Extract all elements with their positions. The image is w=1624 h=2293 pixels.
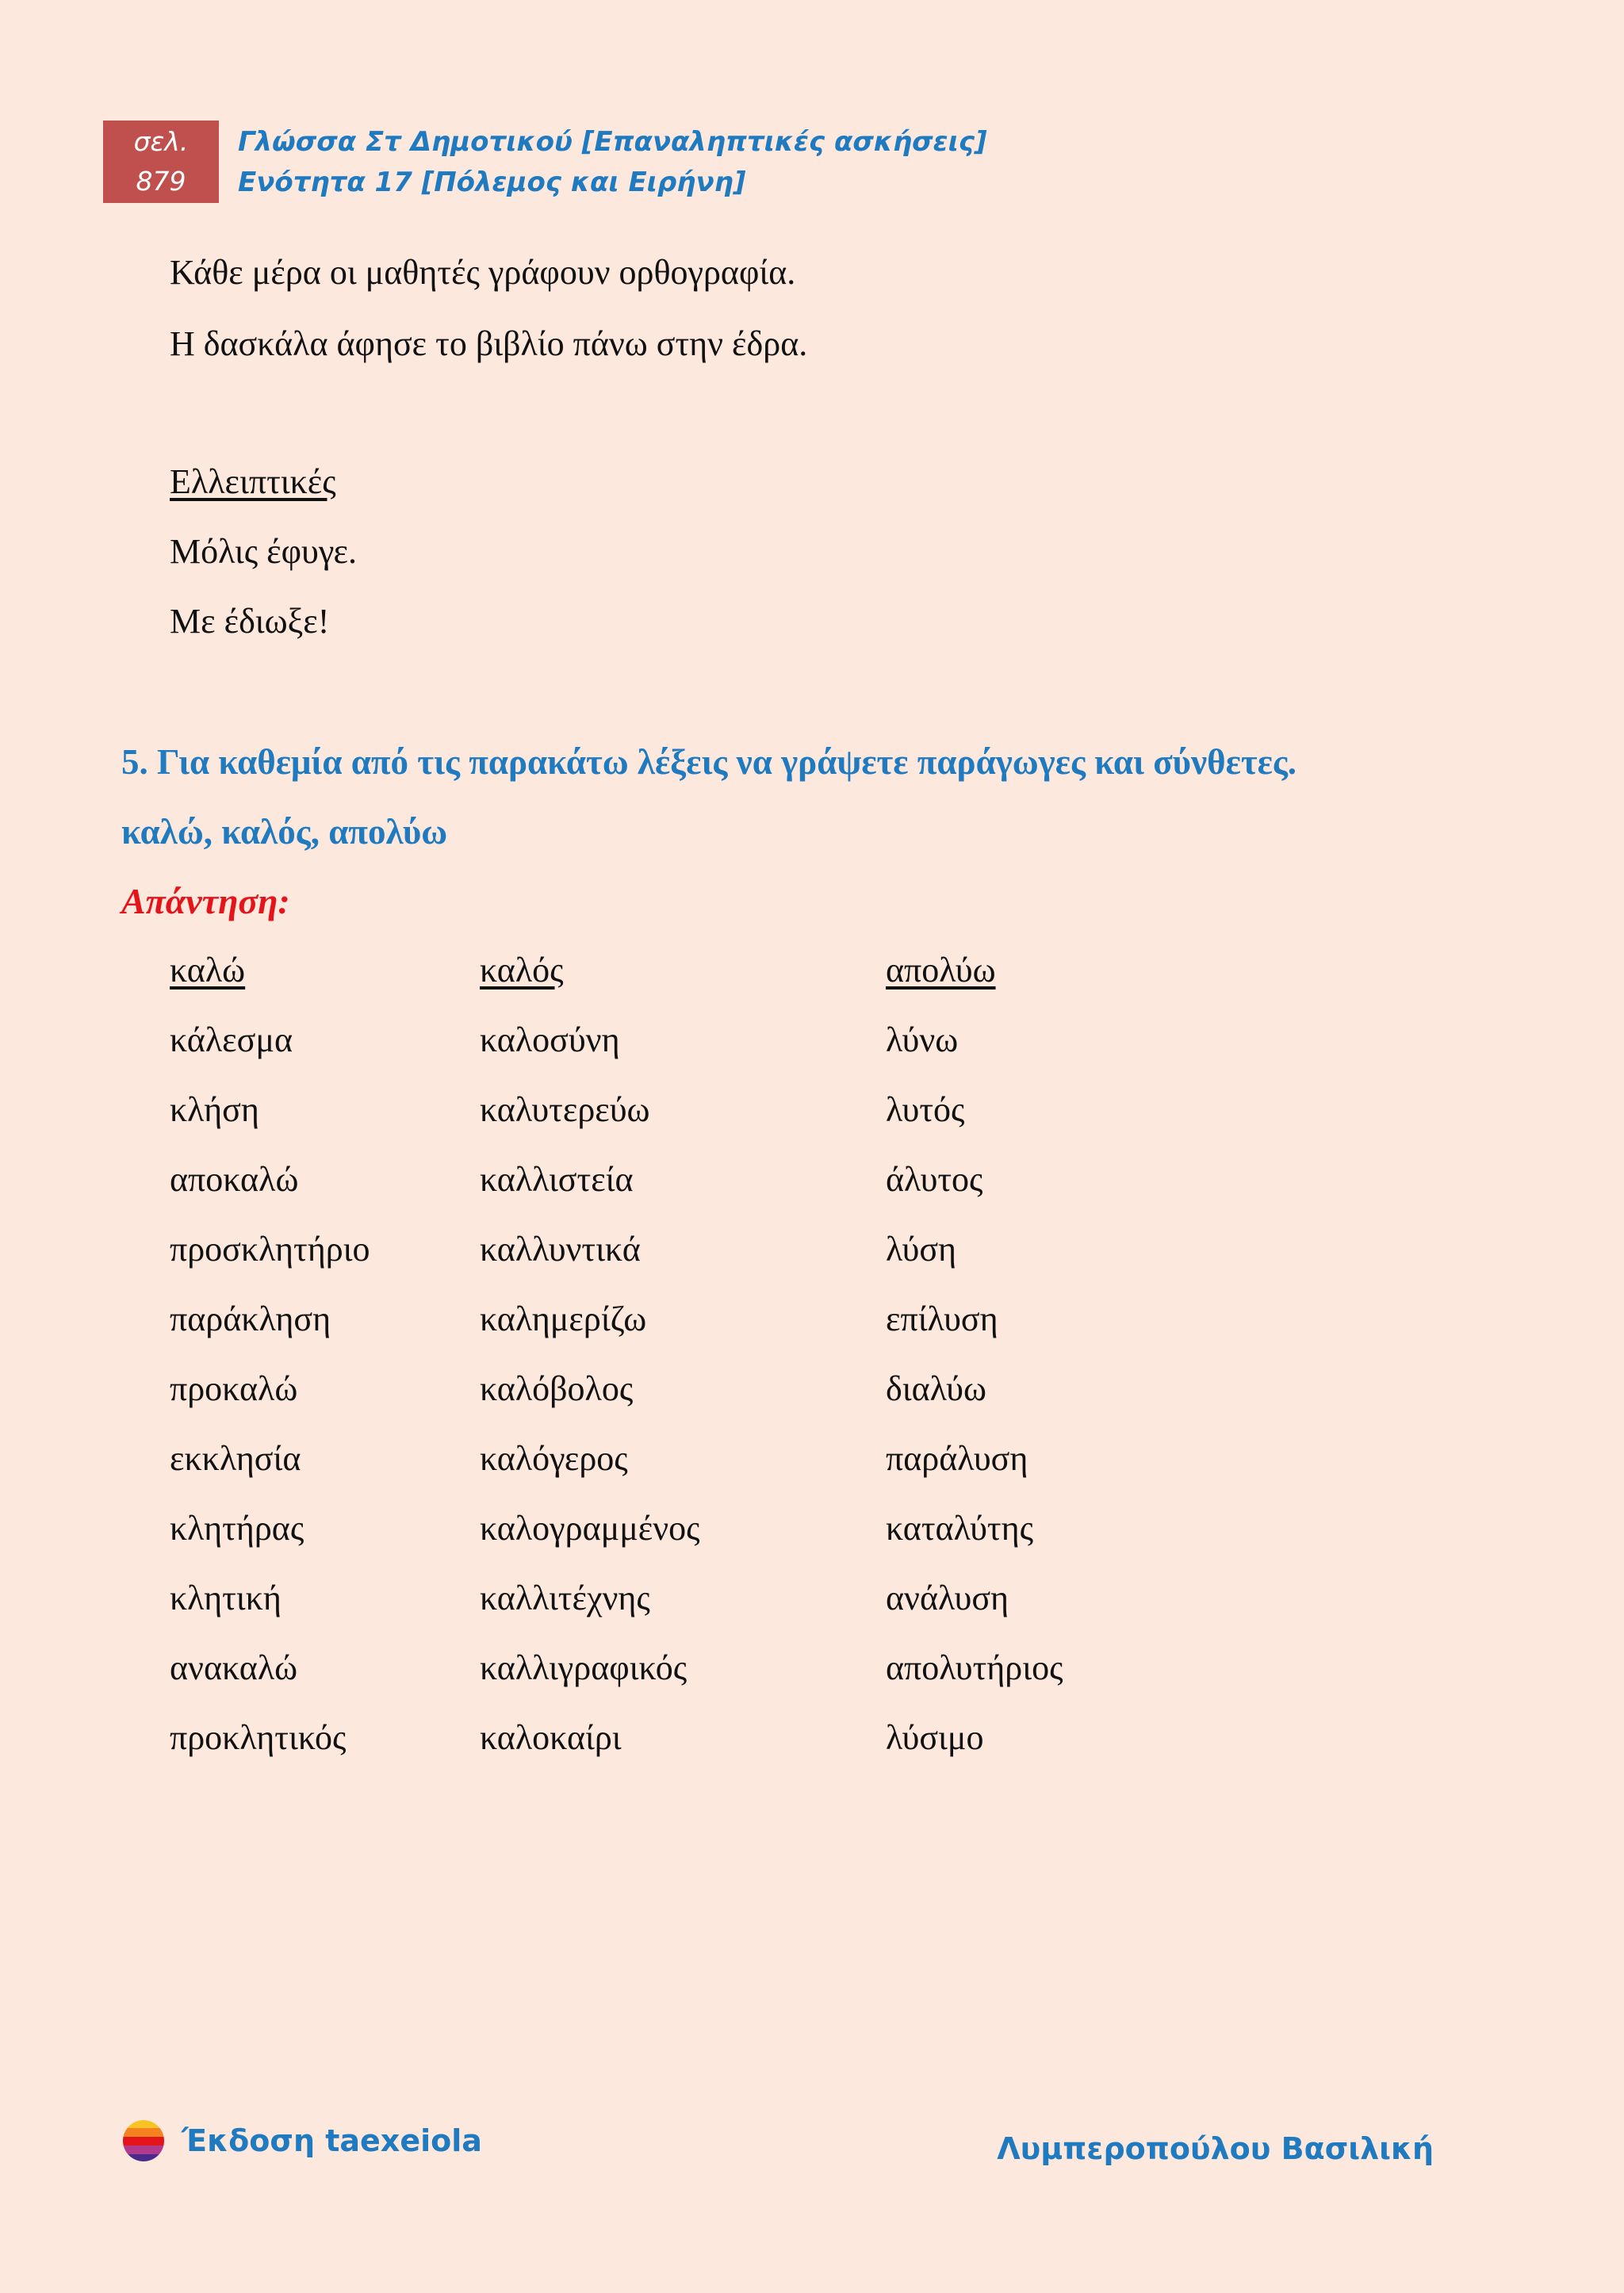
question-text: 5. Για καθεμία από τις παρακάτω λέξεις να γράψετε παράγωγες και σύνθετες. bbox=[121, 742, 1297, 782]
word-column-kalo bbox=[170, 950, 370, 1787]
word-cell: προσκλητήριο bbox=[170, 1230, 370, 1269]
word-cell: καλημερίζω bbox=[480, 1300, 647, 1338]
word-cell: κλητήρας bbox=[170, 1509, 304, 1548]
column-header: καλώ bbox=[170, 951, 246, 990]
word-cell: καλόβολος bbox=[480, 1369, 634, 1408]
word-cell: προκαλώ bbox=[170, 1369, 298, 1408]
word-cell: καλυτερεύω bbox=[480, 1090, 650, 1129]
word-cell: παράλυση bbox=[886, 1439, 1028, 1478]
header-title-line1: Γλώσσα Στ Δημοτικού [Επαναληπτικές ασκήσεις] bbox=[238, 126, 987, 158]
sentence-1: Κάθε μέρα οι μαθητές γράφουν ορθογραφία. bbox=[170, 253, 796, 292]
page-number-badge bbox=[103, 121, 219, 203]
column-header: απολύω bbox=[886, 951, 996, 990]
publisher-logo-icon bbox=[121, 2119, 166, 2163]
footer-publisher bbox=[121, 2119, 482, 2163]
column-header: καλός bbox=[480, 951, 564, 990]
header-title-line2: Ενότητα 17 [Πόλεμος και Ειρήνη] bbox=[238, 167, 746, 198]
elliptical-sentence-2: Με έδιωξε! bbox=[170, 602, 330, 641]
elliptical-heading: Ελλειπτικές bbox=[170, 462, 336, 501]
question-words: καλώ, καλός, απολύω bbox=[121, 812, 448, 852]
word-cell: ανάλυση bbox=[886, 1579, 1009, 1617]
word-column-apolyo bbox=[886, 950, 1063, 1787]
word-cell: αποκαλώ bbox=[170, 1160, 299, 1199]
word-cell: καλογραμμένος bbox=[480, 1509, 700, 1548]
word-cell: καλλιγραφικός bbox=[480, 1648, 688, 1687]
word-cell: λύση bbox=[886, 1230, 957, 1269]
word-cell: καλλιστεία bbox=[480, 1160, 634, 1199]
word-cell: άλυτος bbox=[886, 1160, 983, 1199]
word-cell: καλοκαίρι bbox=[480, 1718, 622, 1757]
word-cell: παράκληση bbox=[170, 1300, 331, 1338]
word-cell: ανακαλώ bbox=[170, 1648, 298, 1687]
sentence-2: Η δασκάλα άφησε το βιβλίο πάνω στην έδρα. bbox=[170, 324, 808, 363]
word-cell: καλλιτέχνης bbox=[480, 1579, 650, 1617]
word-cell: λύσιμο bbox=[886, 1718, 984, 1757]
word-cell: προκλητικός bbox=[170, 1718, 347, 1757]
word-column-kalos bbox=[480, 950, 700, 1787]
word-cell: εκκλησία bbox=[170, 1439, 301, 1478]
word-cell: διαλύω bbox=[886, 1369, 986, 1408]
word-cell: κλήση bbox=[170, 1090, 259, 1129]
word-cell: καλοσύνη bbox=[480, 1020, 620, 1059]
word-cell: καταλύτης bbox=[886, 1509, 1034, 1548]
footer-author: Λυμπεροπούλου Βασιλική bbox=[997, 2131, 1434, 2166]
footer-left-text: Έκδοση taexeiola bbox=[182, 2123, 482, 2158]
word-cell: λυτός bbox=[886, 1090, 965, 1129]
header-titles bbox=[238, 122, 987, 203]
word-cell: κάλεσμα bbox=[170, 1020, 293, 1059]
answer-label: Απάντηση: bbox=[121, 881, 290, 921]
page-label: σελ. bbox=[133, 126, 189, 157]
page-number: 879 bbox=[136, 166, 186, 197]
elliptical-sentence-1: Μόλις έφυγε. bbox=[170, 532, 358, 571]
word-cell: καλλυντικά bbox=[480, 1230, 641, 1269]
word-cell: κλητική bbox=[170, 1579, 282, 1617]
word-cell: απολυτήριος bbox=[886, 1648, 1063, 1687]
word-cell: επίλυση bbox=[886, 1300, 998, 1338]
word-cell: καλόγερος bbox=[480, 1439, 628, 1478]
word-cell: λύνω bbox=[886, 1020, 959, 1059]
